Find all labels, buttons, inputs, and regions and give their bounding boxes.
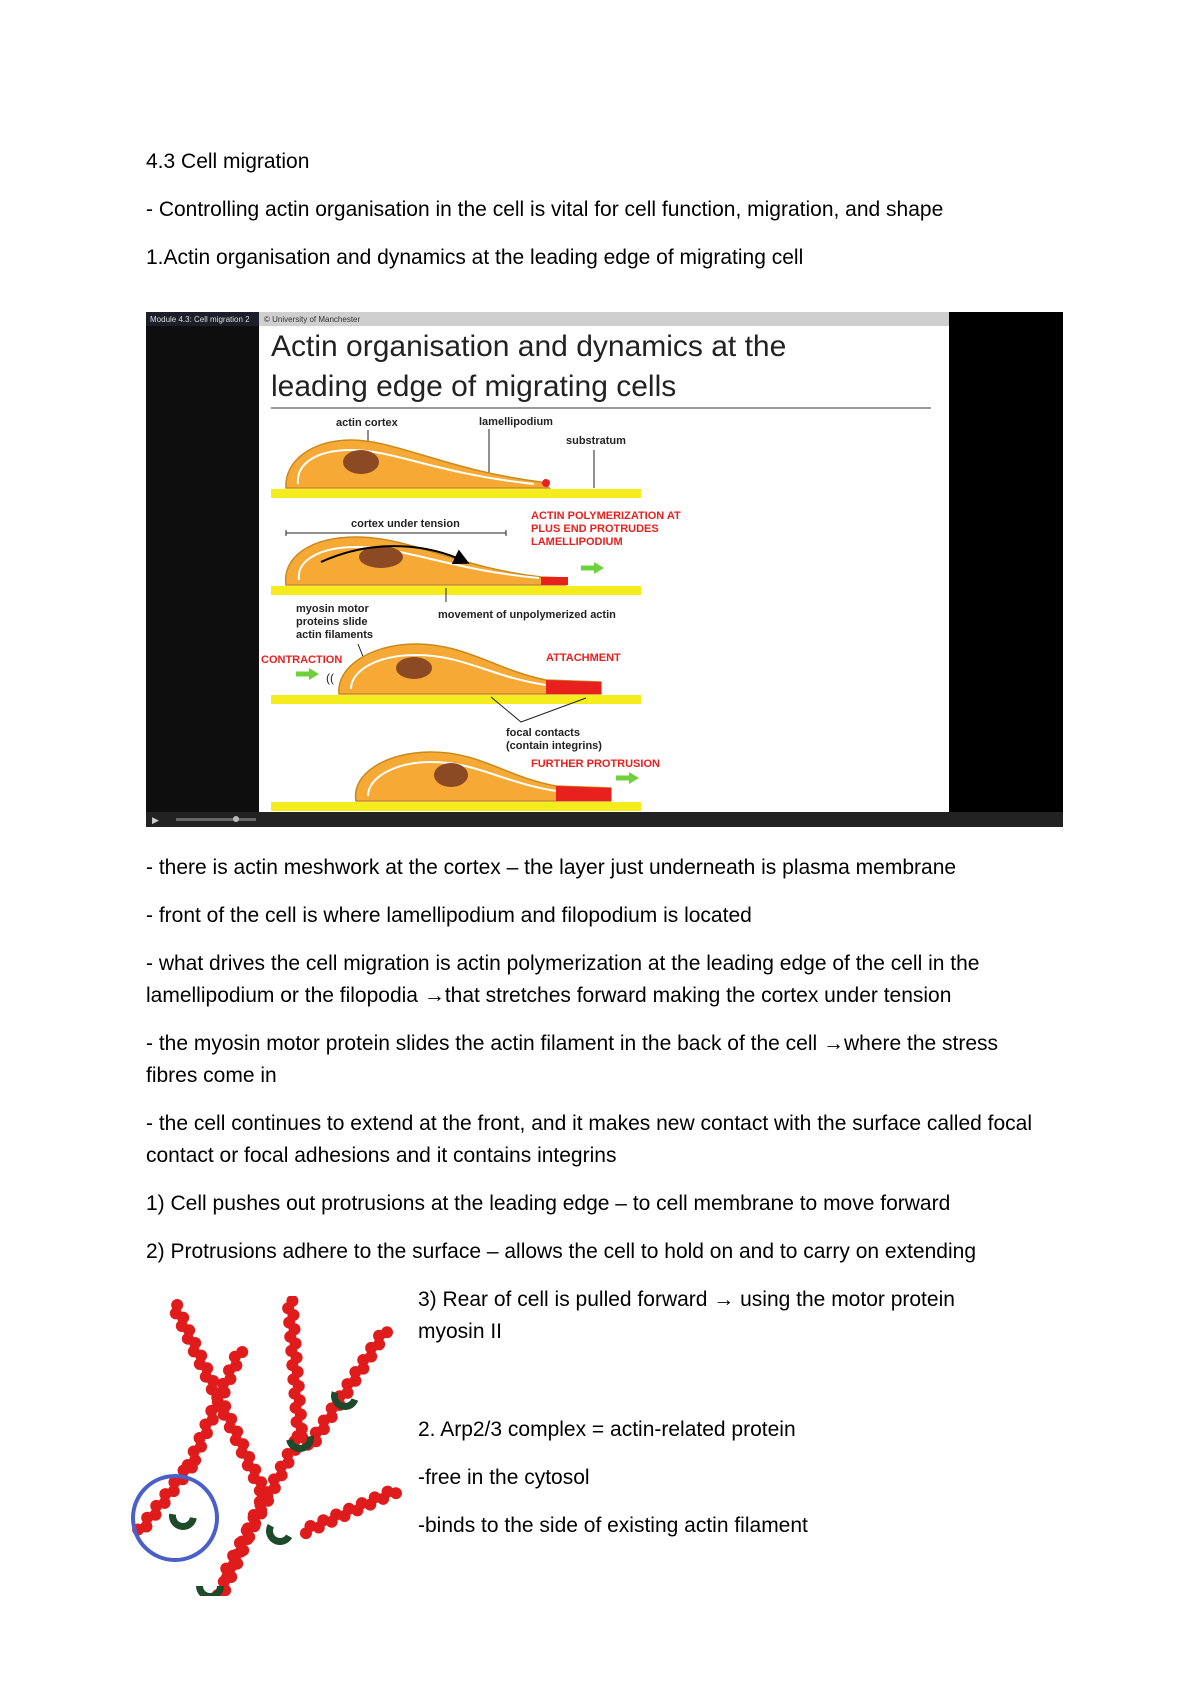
nucleus-1	[343, 450, 379, 474]
intro-text: - Controlling actin organisation in the cell is vital for cell function, migration, and shape	[146, 198, 944, 221]
section-1-heading: 1.Actin organisation and dynamics at the leading edge of migrating cell	[146, 246, 804, 269]
actin-bead	[300, 1527, 312, 1539]
slide-brand-label: © University of Manchester	[264, 315, 361, 324]
label-lamellipodium: lamellipodium	[479, 416, 553, 428]
label-unpolymerized: movement of unpolymerized actin	[438, 609, 616, 621]
substrate-1	[271, 489, 641, 498]
step-1: 1) Cell pushes out protrusions at the leading edge – to cell membrane to move forward	[146, 1192, 951, 1215]
actin-bead	[221, 1571, 233, 1583]
label-cortex-under-tension: cortex under tension	[351, 518, 460, 530]
label-myosin-1: myosin motor	[296, 603, 369, 615]
slide-title-line-2: leading edge of migrating cells	[271, 370, 677, 403]
substrate-2	[271, 586, 641, 595]
arp-point-2: -binds to the side of existing actin filament	[418, 1514, 808, 1537]
bullet-1: - there is actin meshwork at the cortex – the layer just underneath is plasma membrane	[146, 856, 957, 879]
play-icon[interactable]: ▶	[152, 815, 159, 825]
slide-title-line-1: Actin organisation and dynamics at the	[271, 330, 787, 363]
arp-branch-svg	[130, 1296, 402, 1596]
label-polymerization-1: ACTIN POLYMERIZATION AT	[531, 510, 681, 522]
bullet-5: - the cell continues to extend at the front, and it makes new contact with the surface called focal contact or focal adhesions and it contains integrins	[146, 1112, 1032, 1167]
page-heading: 4.3 Cell migration	[146, 150, 310, 173]
substrate-3	[271, 695, 641, 704]
bullet-2: - front of the cell is where lamellipodium and filopodium is located	[146, 904, 752, 927]
step-2: 2) Protrusions adhere to the surface – allows the cell to hold on and to carry on extending	[146, 1240, 976, 1263]
nucleus-3	[396, 657, 432, 679]
label-polymerization-3: LAMELLIPODIUM	[531, 536, 623, 548]
arp-complex-mark	[167, 1514, 197, 1533]
label-substratum: substratum	[566, 435, 626, 447]
label-focal-2: (contain integrins)	[506, 740, 602, 752]
arp-complex-mark	[196, 1586, 224, 1596]
label-attachment: ATTACHMENT	[546, 652, 621, 664]
slide-screenshot	[146, 312, 1063, 827]
bullet-3: - what drives the cell migration is actin polymerization at the leading edge of the cell in the lamellipodium or the filopodia →that stretches forward making the cortex under tension	[146, 952, 980, 1007]
svg-text:((: ((	[326, 671, 334, 685]
label-contraction: CONTRACTION	[261, 654, 343, 666]
label-focal-1: focal contacts	[506, 727, 580, 739]
player-scrubber[interactable]	[233, 816, 239, 822]
slide-figure	[146, 312, 1063, 827]
arp-complex-mark	[261, 1524, 292, 1550]
label-myosin-2: proteins slide	[296, 616, 368, 628]
label-myosin-3: actin filaments	[296, 629, 374, 641]
nucleus-4	[434, 763, 468, 787]
label-further-protrusion: FURTHER PROTRUSION	[531, 758, 660, 770]
arp-complex-figure	[130, 1296, 402, 1596]
section-2-heading: 2. Arp2/3 complex = actin-related protein	[418, 1418, 796, 1441]
step-3: 3) Rear of cell is pulled forward → using the motor protein myosin II	[418, 1288, 955, 1343]
label-polymerization-2: PLUS END PROTRUDES	[531, 523, 659, 535]
bullet-4: - the myosin motor protein slides the actin filament in the back of the cell →where the stress fibres come in	[146, 1032, 999, 1087]
slide-module-label: Module 4.3: Cell migration 2	[150, 315, 250, 324]
substrate-4	[271, 802, 641, 811]
player-progress[interactable]	[176, 818, 256, 821]
arp-point-1: -free in the cytosol	[418, 1466, 590, 1489]
label-actin-cortex: actin cortex	[336, 417, 398, 429]
